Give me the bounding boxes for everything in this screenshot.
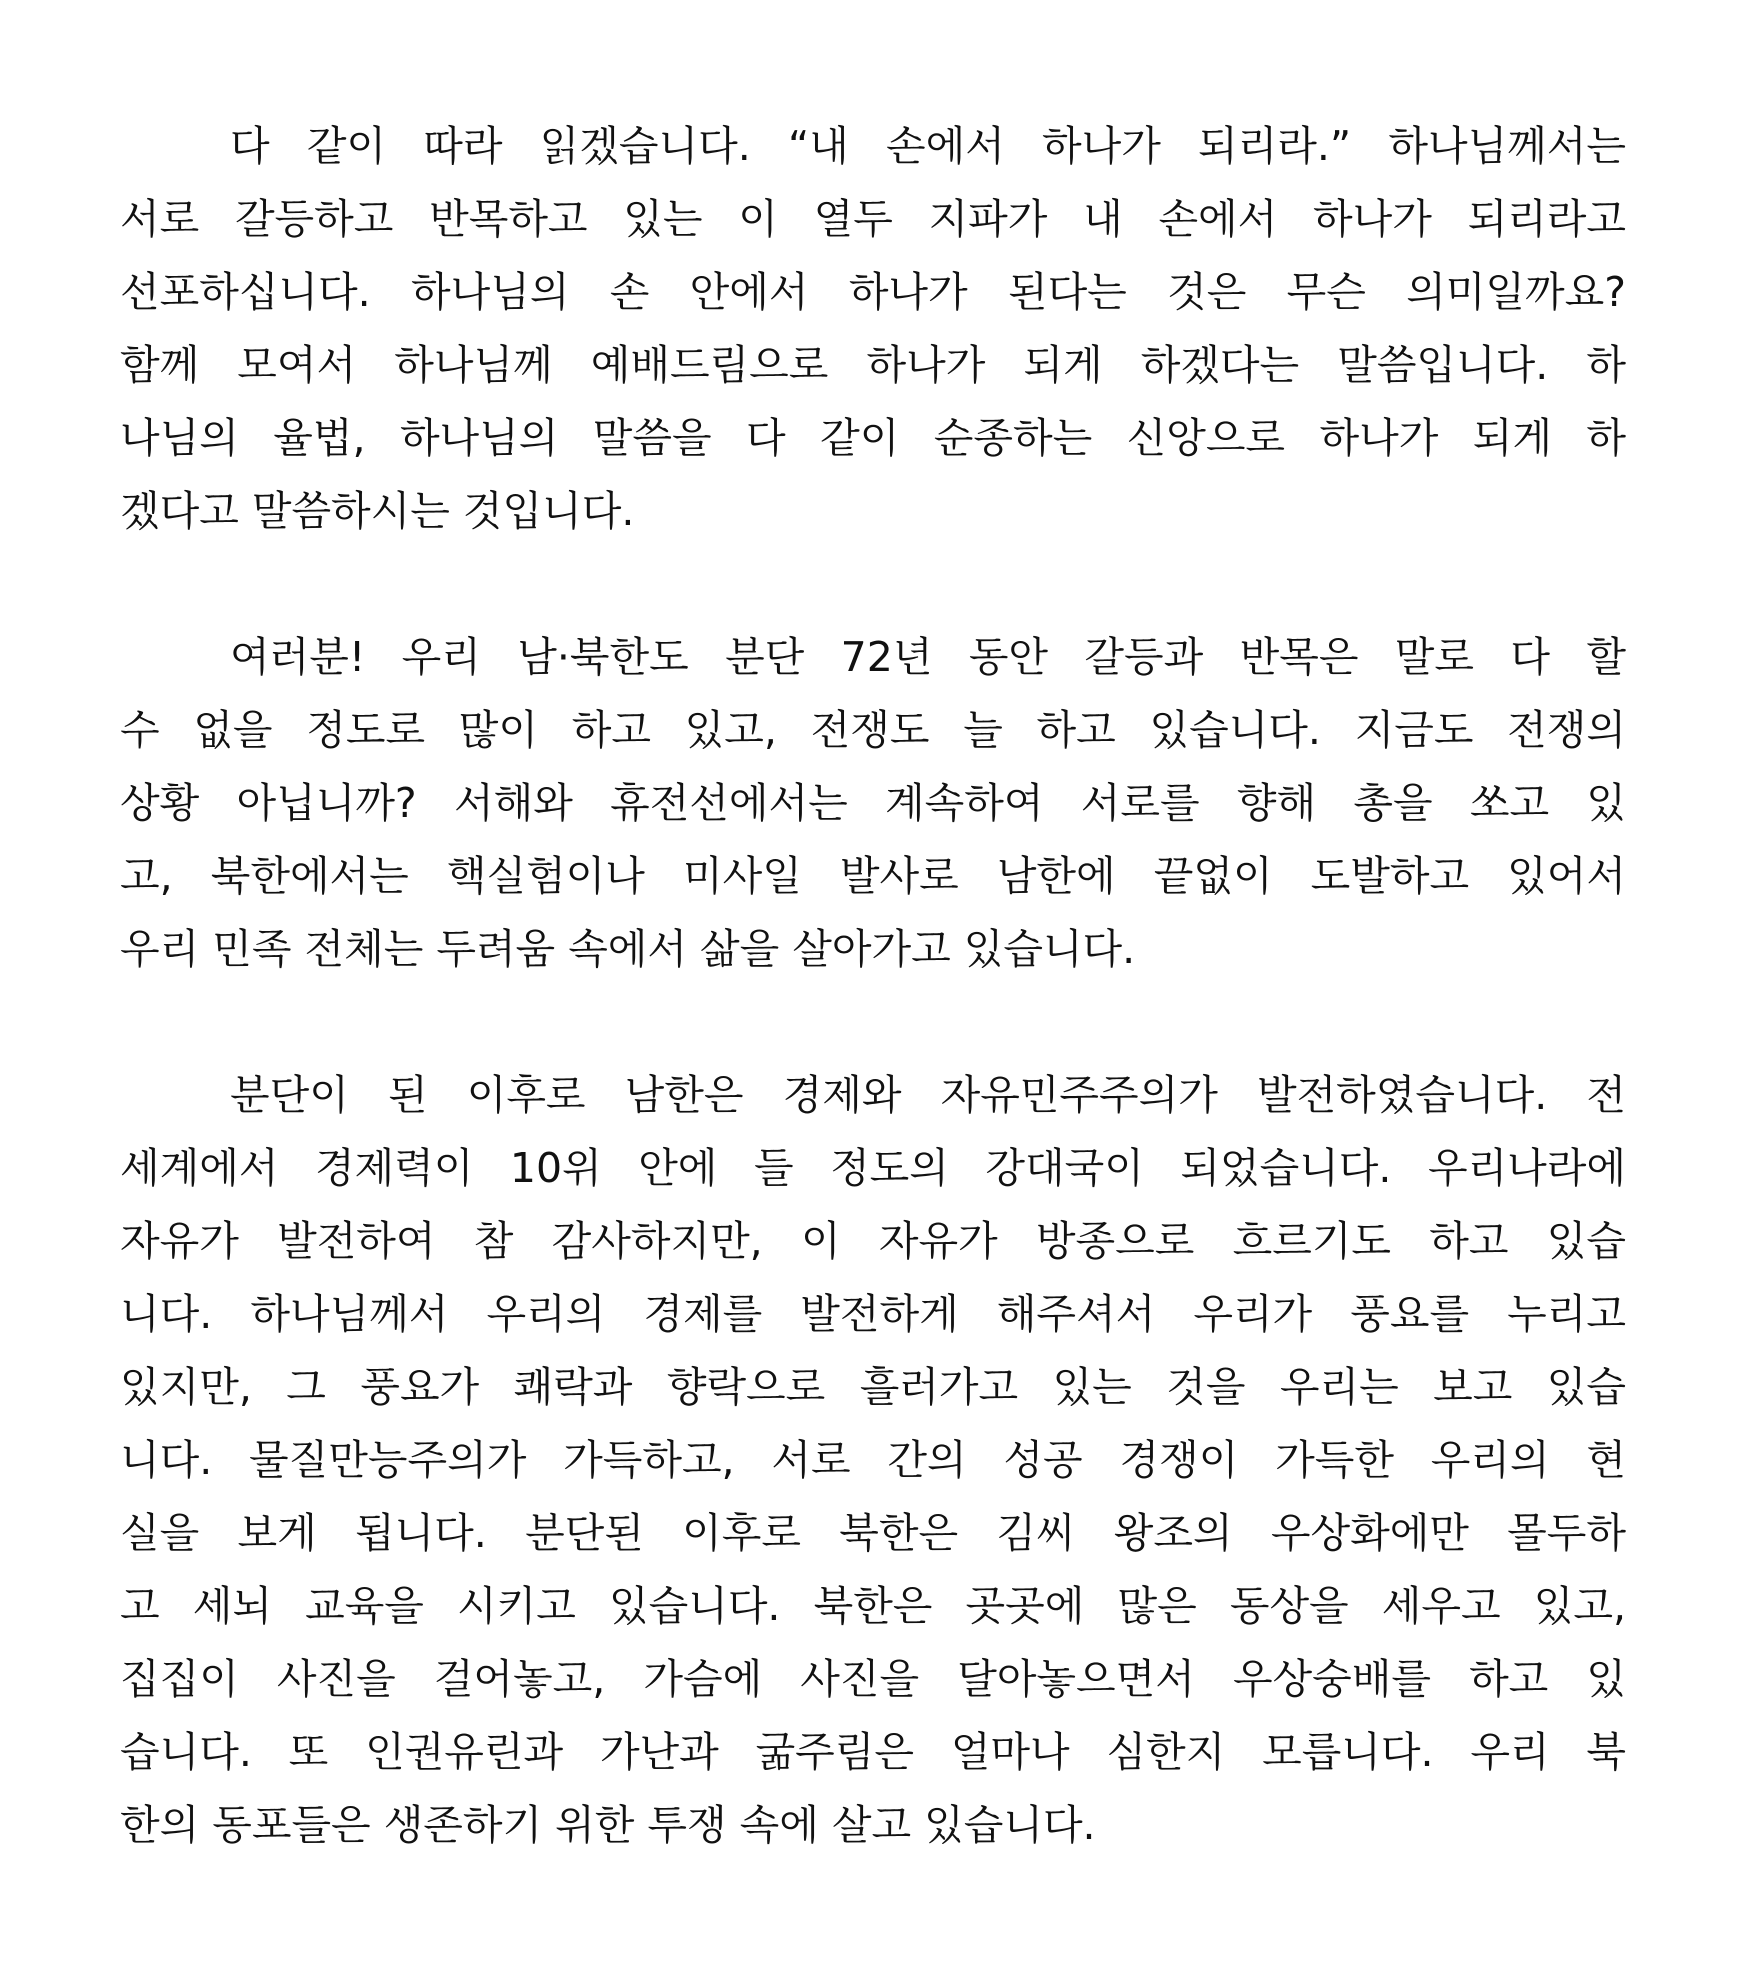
text-line: 고, 북한에서는 핵실험이나 미사일 발사로 남한에 끝없이 도발하고 있어서 [120, 852, 1626, 900]
text-line: 자유가 발전하여 참 감사하지만, 이 자유가 방종으로 흐르기도 하고 있습 [120, 1217, 1626, 1265]
text-line: 나님의 율법, 하나님의 말씀을 다 같이 순종하는 신앙으로 하나가 되게 하 [120, 414, 1626, 462]
text-line: 고 세뇌 교육을 시키고 있습니다. 북한은 곳곳에 많은 동상을 세우고 있고, [120, 1582, 1626, 1630]
text-line: 여러분! 우리 남·북한도 분단 72년 동안 갈등과 반목은 말로 다 할 [230, 633, 1626, 681]
text-line: 선포하십니다. 하나님의 손 안에서 하나가 된다는 것은 무슨 의미일까요? [120, 268, 1626, 316]
text-line: 니다. 하나님께서 우리의 경제를 발전하게 해주셔서 우리가 풍요를 누리고 [120, 1290, 1626, 1338]
paragraph-2 [120, 621, 1626, 986]
text-line: 분단이 된 이후로 남한은 경제와 자유민주주의가 발전하였습니다. 전 [230, 1071, 1626, 1119]
text-line: 니다. 물질만능주의가 가득하고, 서로 간의 성공 경쟁이 가득한 우리의 현 [120, 1436, 1626, 1484]
text-line: 상황 아닙니까? 서해와 휴전선에서는 계속하여 서로를 향해 총을 쏘고 있 [120, 779, 1626, 827]
text-line: 우리 민족 전체는 두려움 속에서 삶을 살아가고 있습니다. [120, 925, 1136, 973]
text-line: 세계에서 경제력이 10위 안에 들 정도의 강대국이 되었습니다. 우리나라에 [120, 1144, 1626, 1192]
text-line: 다 같이 따라 읽겠습니다. “내 손에서 하나가 되리라.” 하나님께서는 [230, 122, 1626, 170]
text-line: 수 없을 정도로 많이 하고 있고, 전쟁도 늘 하고 있습니다. 지금도 전쟁의 [120, 706, 1626, 754]
paragraph-1 [120, 110, 1626, 548]
text-line: 집집이 사진을 걸어놓고, 가슴에 사진을 달아놓으면서 우상숭배를 하고 있 [120, 1655, 1626, 1703]
document-page [120, 110, 1626, 1862]
paragraph-3 [120, 1059, 1626, 1862]
text-line: 한의 동포들은 생존하기 위한 투쟁 속에 살고 있습니다. [120, 1801, 1096, 1849]
text-line: 있지만, 그 풍요가 쾌락과 향락으로 흘러가고 있는 것을 우리는 보고 있습 [120, 1363, 1626, 1411]
text-line: 겠다고 말씀하시는 것입니다. [120, 487, 635, 535]
text-line: 서로 갈등하고 반목하고 있는 이 열두 지파가 내 손에서 하나가 되리라고 [120, 195, 1626, 243]
text-line: 습니다. 또 인권유린과 가난과 굶주림은 얼마나 심한지 모릅니다. 우리 북 [120, 1728, 1626, 1776]
text-line: 함께 모여서 하나님께 예배드림으로 하나가 되게 하겠다는 말씀입니다. 하 [120, 341, 1626, 389]
text-line: 실을 보게 됩니다. 분단된 이후로 북한은 김씨 왕조의 우상화에만 몰두하 [120, 1509, 1626, 1557]
